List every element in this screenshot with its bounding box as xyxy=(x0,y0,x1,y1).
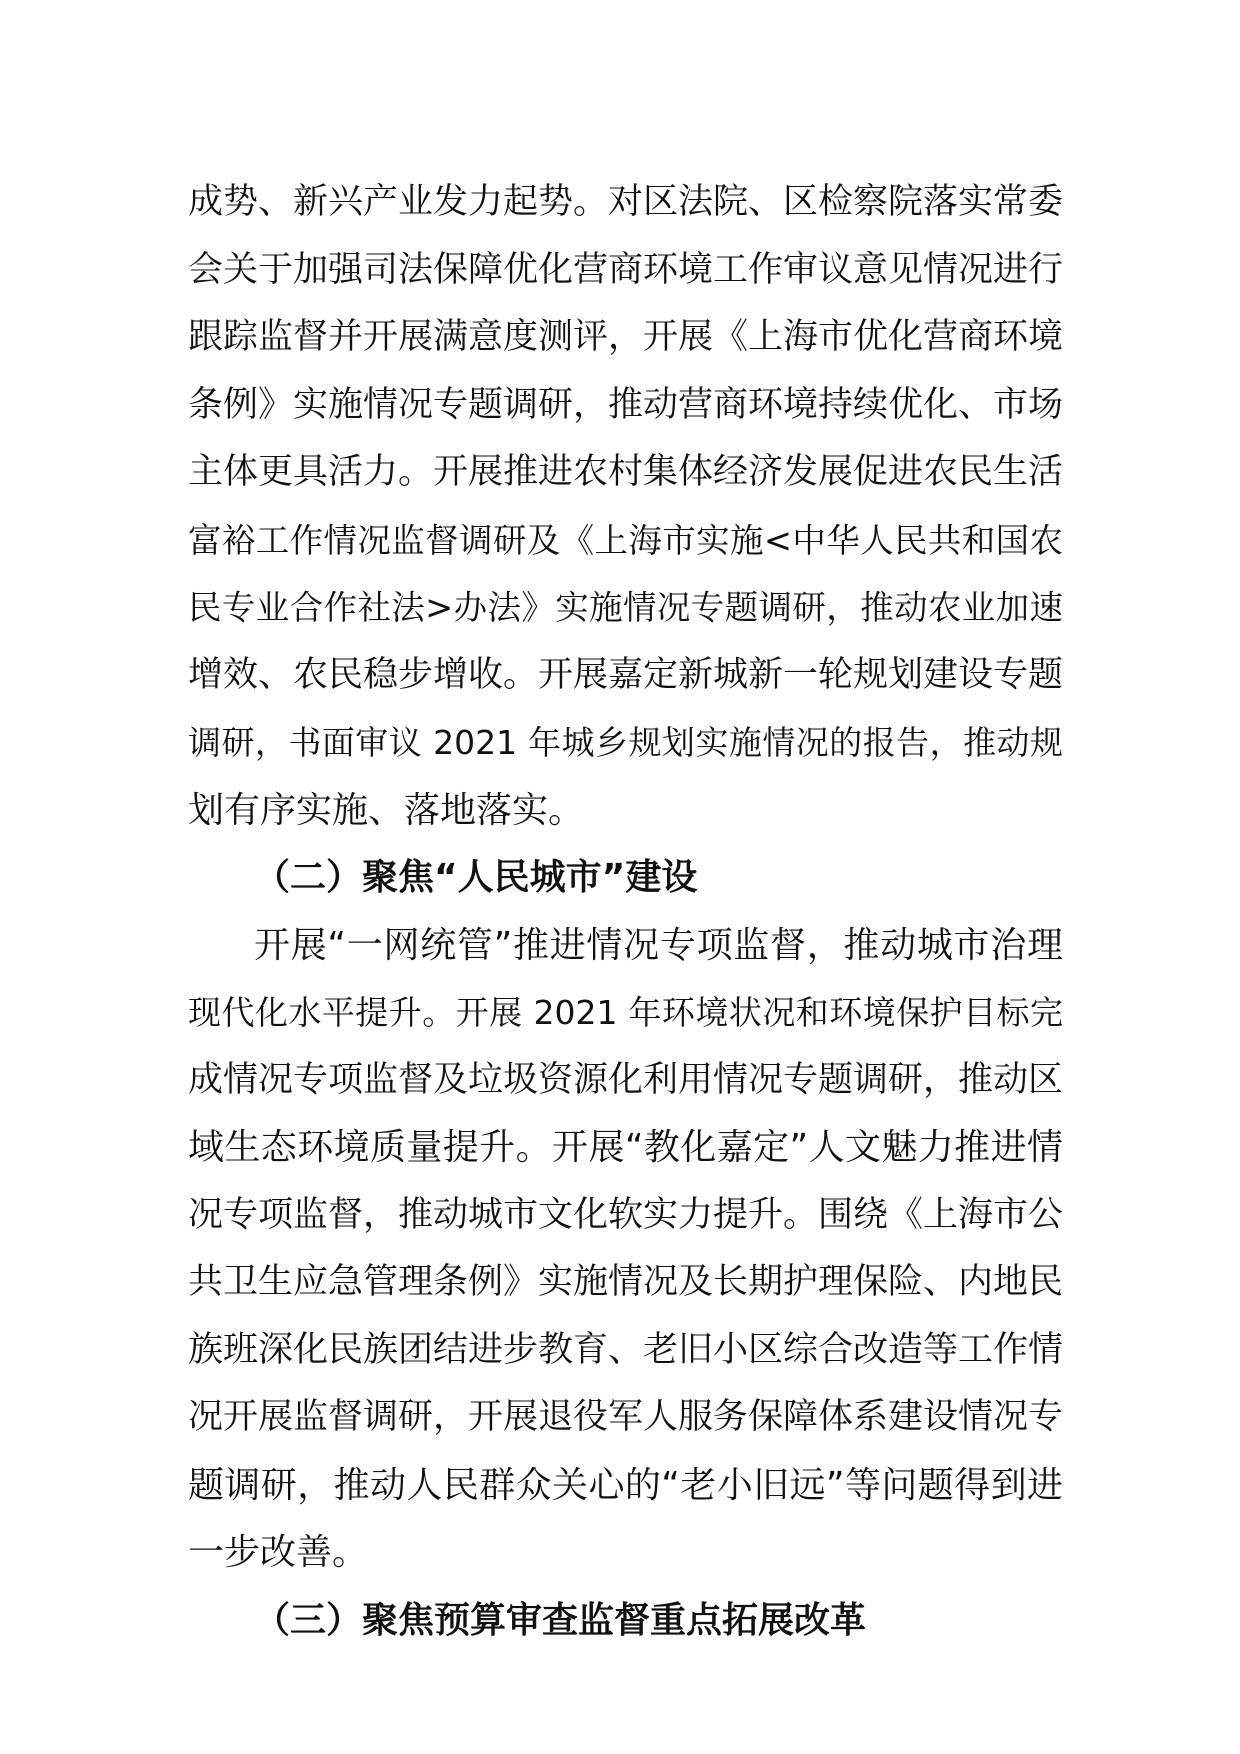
body-line: 一步改善。 xyxy=(188,1532,369,1573)
section-heading-2: （二）聚焦“人民城市”建设 xyxy=(254,857,698,898)
body-line: 富裕工作情况监督调研及《上海市实施<中华人民共和国农 xyxy=(188,520,1063,560)
body-line: 增效、农民稳步增收。开展嘉定新城新一轮规划建设专题 xyxy=(188,654,1064,695)
body-line: 况专项监督，推动城市文化软实力提升。围绕《上海市公 xyxy=(188,1194,1064,1235)
body-line: 划有序实施、落地落实。 xyxy=(188,789,585,831)
section-heading-3: （三）聚焦预算审查监督重点拓展改革 xyxy=(254,1599,867,1641)
body-line: 共卫生应急管理条例》实施情况及长期护理保险、内地民 xyxy=(188,1262,1064,1302)
body-line: 条例》实施情况专题调研，推动营商环境持续优化、市场 xyxy=(188,384,1064,425)
body-line: 况开展监督调研，开展退役军人服务保障体系建设情况专 xyxy=(188,1397,1064,1437)
body-line: 跟踪监督并开展满意度测评，开展《上海市优化营商环境 xyxy=(188,317,1064,357)
body-line: 主体更具活力。开展推进农村集体经济发展促进农民生活 xyxy=(188,452,1064,492)
body-line: 成势、新兴产业发力起势。对区法院、区检察院落实常委 xyxy=(188,182,1064,222)
document-body xyxy=(188,169,1063,1654)
body-line: 民专业合作社法>办法》实施情况专题调研，推动农业加速 xyxy=(188,588,1063,627)
body-line: 调研，书面审议 2021 年城乡规划实施情况的报告，推动规 xyxy=(188,723,1063,762)
body-line: 成情况专项监督及垃圾资源化利用情况专题调研，推动区 xyxy=(188,1059,1064,1100)
body-line: 会关于加强司法保障优化营商环境工作审议意见情况进行 xyxy=(188,249,1064,290)
body-line: 现代化水平提升。开展 2021 年环境状况和环境保护目标完 xyxy=(188,993,1063,1032)
body-line: 开展“一网统管”推进情况专项监督，推动城市治理 xyxy=(254,924,1063,966)
body-line: 题调研，推动人民群众关心的“老小旧远”等问题得到进 xyxy=(188,1464,1063,1506)
body-line: 族班深化民族团结进步教育、老旧小区综合改造等工作情 xyxy=(188,1329,1064,1370)
body-line: 域生态环境质量提升。开展“教化嘉定”人文魅力推进情 xyxy=(188,1127,1063,1168)
